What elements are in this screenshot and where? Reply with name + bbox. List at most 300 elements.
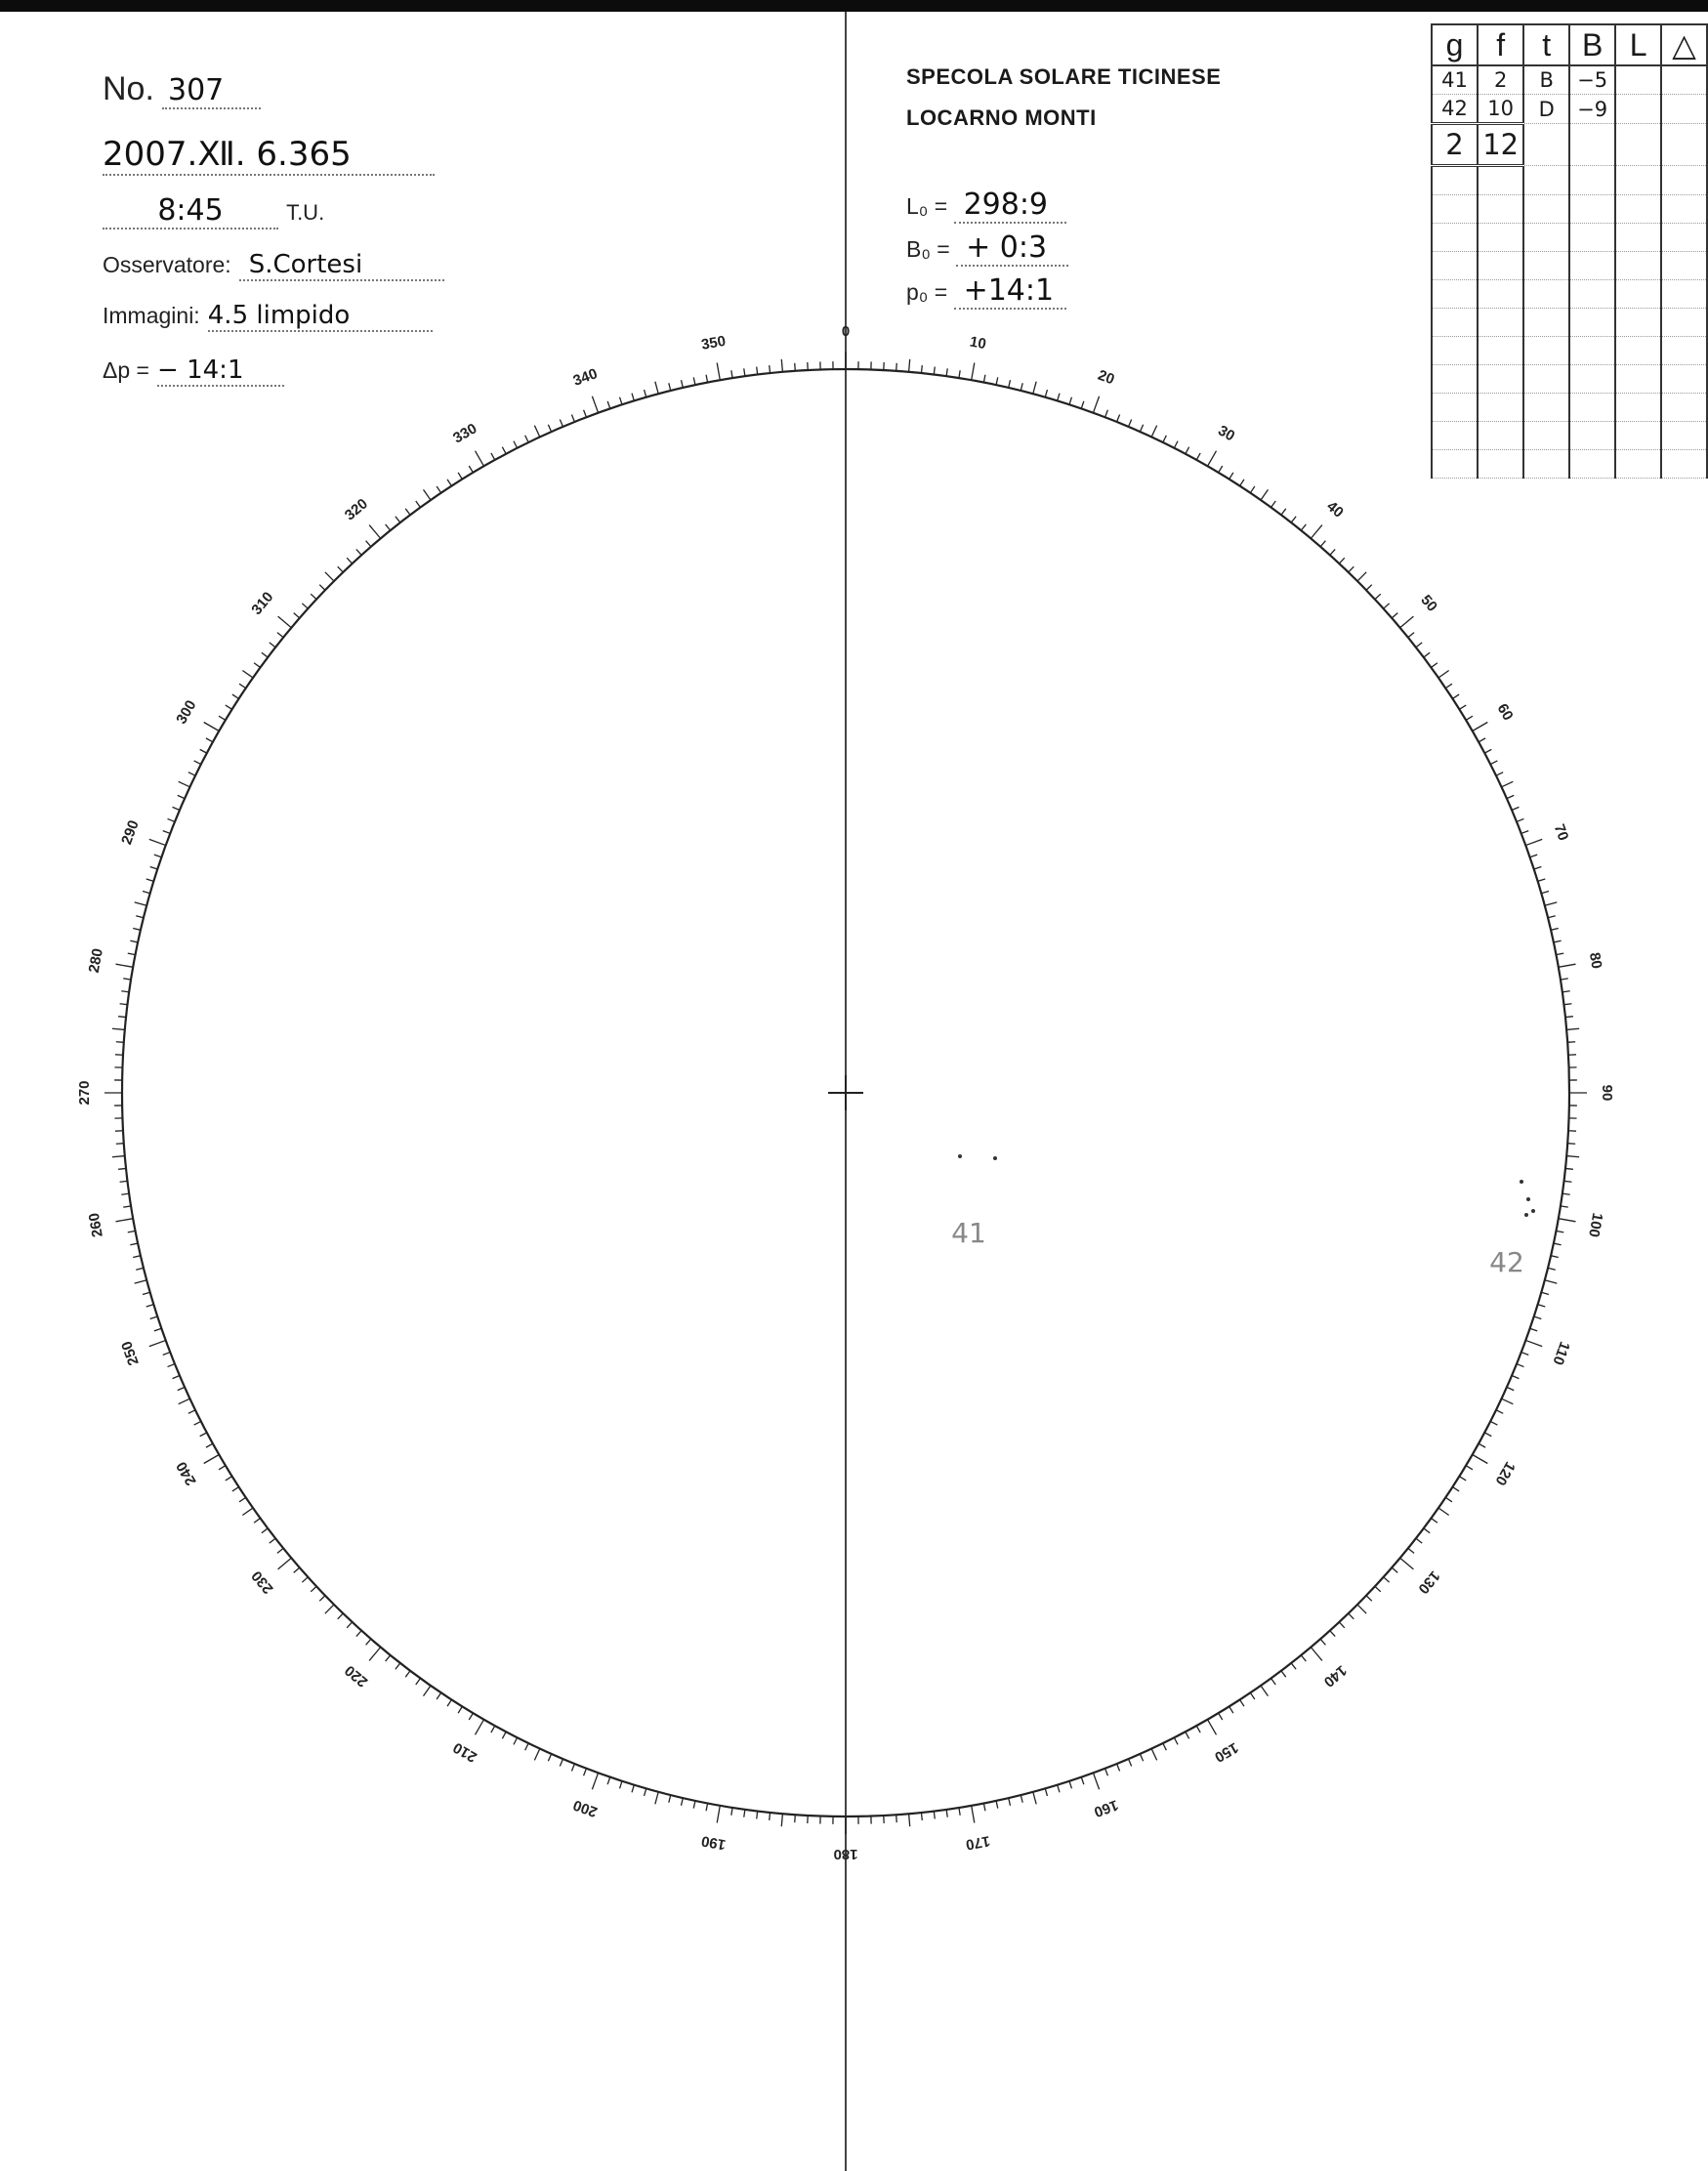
rim-tick: [1250, 486, 1254, 493]
rim-tick: [130, 1243, 138, 1245]
rim-tick: [1484, 749, 1491, 753]
rim-tick: [1554, 940, 1562, 942]
rim-tick: [584, 410, 587, 417]
rim-tick: [757, 367, 758, 375]
rim-tick: [1484, 1433, 1491, 1437]
table-cell: −9: [1569, 95, 1615, 124]
rim-tick: [1431, 663, 1437, 668]
rim-tick: [136, 1268, 144, 1270]
rim-tick-label: 250: [118, 1338, 143, 1368]
solar-disk: [76, 12, 1615, 2171]
rim-tick: [168, 818, 175, 821]
rim-tick: [1565, 1017, 1573, 1018]
rim-tick: [128, 953, 136, 955]
rim-tick: [1250, 1692, 1254, 1699]
rim-tick: [1208, 451, 1217, 467]
rim-tick: [369, 1648, 381, 1661]
rim-tick: [1330, 1631, 1335, 1637]
rim-tick: [206, 1443, 213, 1447]
rim-tick: [278, 616, 292, 628]
rim-tick: [655, 1792, 658, 1805]
rim-tick: [302, 1577, 308, 1582]
rim-tick: [1507, 1387, 1514, 1390]
rim-tick: [1473, 1455, 1488, 1464]
rim-tick: [188, 772, 195, 776]
rim-tick-label: 50: [1417, 592, 1441, 615]
sunspot-dot: [1520, 1180, 1523, 1184]
rim-tick: [744, 1810, 745, 1817]
rim-tick: [1196, 1726, 1200, 1733]
rim-tick: [1081, 1777, 1084, 1785]
rim-tick: [1490, 761, 1497, 765]
rim-tick: [1151, 426, 1156, 438]
rim-tick-label: 340: [570, 365, 601, 390]
rim-tick: [682, 380, 684, 388]
rim-tick: [1521, 831, 1528, 834]
rim-tick: [1424, 652, 1430, 657]
rim-tick: [1009, 380, 1011, 388]
rim-tick: [1301, 524, 1306, 530]
rim-tick: [1261, 1686, 1268, 1696]
rim-tick: [116, 964, 134, 967]
rim-tick: [1291, 1663, 1296, 1669]
rim-tick: [1563, 1004, 1571, 1005]
rim-tick: [1408, 1548, 1414, 1553]
rim-tick: [311, 594, 316, 599]
rim-tick: [1105, 410, 1108, 417]
rim-tick: [1033, 1792, 1036, 1805]
rim-tick: [1551, 1256, 1559, 1258]
rim-tick: [525, 1743, 529, 1750]
rim-tick: [571, 415, 574, 422]
rim-tick: [325, 572, 334, 581]
rim-tick: [1261, 489, 1268, 500]
rim-tick: [1186, 1732, 1189, 1738]
observatory-location: LOCARNO MONTI: [906, 105, 1097, 130]
rim-tick-label: 310: [248, 588, 277, 618]
rim-tick: [200, 749, 207, 753]
rim-tick: [632, 394, 634, 401]
rim-tick: [682, 1798, 684, 1806]
rim-tick: [1534, 1316, 1542, 1318]
rim-tick: [1375, 1586, 1381, 1591]
rim-tick: [934, 367, 935, 375]
rim-tick: [424, 1686, 431, 1696]
rim-tick: [168, 1364, 175, 1367]
rim-tick: [1271, 501, 1276, 507]
rim-tick: [717, 363, 720, 381]
rim-tick: [706, 375, 708, 383]
param-P0-label: p₀ =: [906, 279, 948, 305]
rim-tick: [1502, 781, 1514, 786]
rim-tick: [254, 1519, 260, 1524]
total-groups: 2: [1432, 124, 1478, 166]
rim-tick: [1281, 509, 1286, 515]
rim-tick-label: 20: [1095, 366, 1117, 389]
rim-tick-label: 150: [1211, 1738, 1241, 1766]
rim-tick: [1186, 447, 1189, 454]
rim-tick: [502, 447, 506, 454]
rim-tick: [1534, 867, 1542, 869]
rim-tick-label: 330: [450, 420, 480, 447]
rim-tick: [1551, 929, 1559, 931]
rim-tick: [1562, 991, 1570, 992]
rim-tick: [1512, 1376, 1519, 1379]
rim-tick: [1384, 1577, 1390, 1582]
rim-tick: [278, 1558, 292, 1569]
rim-tick-label: 60: [1493, 700, 1517, 724]
rim-tick: [128, 1231, 136, 1232]
rim-tick-label: 120: [1491, 1458, 1519, 1488]
rim-tick: [396, 1663, 400, 1669]
rim-tick: [1445, 1497, 1452, 1501]
rim-tick: [921, 1813, 922, 1820]
rim-tick-label: 270: [75, 1080, 93, 1106]
total-spots: 12: [1478, 124, 1523, 166]
rim-tick: [934, 1811, 935, 1818]
rim-tick: [1069, 1781, 1071, 1789]
rim-tick: [1105, 1769, 1108, 1775]
rim-tick: [458, 473, 462, 480]
rim-tick: [1438, 1508, 1449, 1515]
col-header-L: L: [1615, 24, 1661, 65]
table-cell: D: [1523, 95, 1569, 124]
rim-tick: [645, 1788, 646, 1796]
rim-tick: [143, 1292, 150, 1294]
rim-tick: [178, 795, 185, 798]
col-header-g: g: [1432, 24, 1478, 65]
rim-tick-label: 280: [85, 946, 106, 975]
images-value: 4.5 limpido: [208, 301, 433, 332]
rim-tick: [163, 831, 170, 834]
rim-tick: [1459, 705, 1466, 709]
rim-tick: [1561, 1206, 1568, 1207]
rim-tick: [1349, 566, 1354, 572]
rim-tick: [179, 1399, 190, 1403]
rim-tick: [1140, 425, 1143, 432]
rim-tick: [120, 1181, 128, 1182]
rim-tick: [781, 359, 782, 372]
table-cell: −5: [1569, 65, 1615, 95]
rim-tick: [219, 1466, 226, 1470]
rim-tick: [277, 1548, 283, 1553]
param-L0-value: 298:9: [954, 188, 1066, 224]
sunspot-group-label: 42: [1489, 1246, 1524, 1278]
rim-tick: [270, 1538, 275, 1543]
rim-tick: [1530, 855, 1538, 857]
rim-tick: [909, 359, 910, 372]
rim-tick: [1479, 1443, 1485, 1447]
rim-tick: [149, 839, 166, 845]
rim-tick: [983, 1803, 985, 1811]
rim-tick: [1129, 1759, 1132, 1766]
rim-tick: [1566, 1156, 1579, 1157]
rim-tick: [347, 558, 352, 564]
rim-tick: [491, 453, 495, 460]
rim-tick: [1081, 401, 1084, 409]
rim-tick: [1466, 1466, 1473, 1470]
rim-tick: [1058, 1785, 1060, 1793]
rim-tick: [514, 1737, 518, 1744]
rim-tick: [469, 466, 473, 473]
rim-tick: [1219, 466, 1223, 473]
rim-tick: [1566, 1028, 1579, 1029]
rim-tick: [277, 633, 283, 638]
rim-tick: [525, 436, 529, 442]
rim-tick: [135, 902, 147, 905]
rim-tick: [163, 1353, 170, 1356]
rim-tick-label: 100: [1585, 1211, 1606, 1239]
rim-tick: [325, 1605, 334, 1613]
rim-tick: [1541, 1292, 1549, 1294]
rim-tick: [1392, 1567, 1397, 1572]
rim-tick: [1567, 1144, 1575, 1145]
rim-tick: [983, 375, 985, 383]
rim-tick: [607, 1777, 610, 1785]
rim-tick: [592, 397, 598, 413]
rim-tick: [270, 643, 275, 647]
rim-tick: [1431, 1519, 1437, 1524]
rim-tick: [744, 368, 745, 376]
rim-tick: [1009, 1798, 1011, 1806]
rim-tick: [731, 1808, 732, 1816]
time-unit-label: T.U.: [286, 200, 325, 225]
observer-label: Osservatore:: [103, 252, 231, 277]
rim-tick: [1490, 1421, 1497, 1425]
rim-tick: [1502, 1399, 1514, 1403]
rim-tick: [1517, 1364, 1523, 1367]
rim-tick: [1548, 916, 1556, 918]
rim-tick: [116, 1042, 124, 1043]
rim-tick: [437, 486, 440, 493]
rim-tick-label: 290: [118, 817, 143, 848]
rim-tick: [1563, 1181, 1571, 1182]
rim-tick: [693, 1801, 695, 1809]
rim-tick: [1174, 441, 1178, 448]
rim-tick: [1530, 1328, 1538, 1331]
rim-tick: [1311, 525, 1322, 539]
rim-tick: [1366, 1596, 1372, 1602]
rim-tick: [1545, 902, 1558, 905]
rim-tick: [1311, 1648, 1322, 1661]
rim-tick: [757, 1811, 758, 1818]
rim-tick: [1438, 671, 1449, 678]
rim-tick: [1416, 643, 1422, 647]
rim-tick: [502, 1732, 506, 1738]
rim-tick: [204, 1455, 220, 1464]
rim-tick: [116, 1219, 134, 1222]
rim-tick-label: 70: [1550, 821, 1572, 844]
rim-tick-label: 320: [341, 495, 371, 524]
rim-tick: [1301, 1655, 1306, 1661]
rim-tick: [338, 1613, 344, 1619]
rim-tick: [194, 761, 201, 765]
rim-tick: [405, 509, 410, 515]
col-header-B: B: [1569, 24, 1615, 65]
col-header-t: t: [1523, 24, 1569, 65]
rim-tick: [996, 1801, 998, 1809]
rim-tick: [150, 867, 158, 869]
rim-tick: [1517, 818, 1523, 821]
rim-tick: [1375, 594, 1381, 599]
rim-tick: [1196, 453, 1200, 460]
rim-tick: [1093, 1773, 1099, 1789]
rim-tick: [717, 1806, 720, 1823]
table-cell: 10: [1478, 95, 1523, 124]
rim-tick: [1538, 879, 1546, 881]
rim-tick: [416, 501, 421, 507]
rim-tick: [946, 1810, 947, 1817]
rim-tick: [1208, 1720, 1217, 1735]
rim-tick-label: 90: [1599, 1084, 1616, 1102]
rim-tick: [770, 365, 771, 373]
observer-value: S.Cortesi: [239, 250, 444, 281]
rim-tick: [1349, 1613, 1354, 1619]
rim-tick: [405, 1671, 410, 1677]
rim-tick-label: 350: [699, 332, 728, 354]
rim-tick: [1339, 1622, 1344, 1628]
observation-time-value: 8:45: [103, 193, 278, 230]
rim-tick: [206, 738, 213, 742]
rim-tick-label: 10: [968, 333, 988, 354]
rim-tick: [584, 1769, 587, 1775]
rim-tick: [560, 1759, 562, 1766]
images-label: Immagini:: [103, 303, 200, 328]
rim-tick: [154, 1328, 162, 1331]
rim-tick: [1045, 390, 1047, 397]
rim-tick: [571, 1764, 574, 1771]
rim-tick: [1045, 1788, 1047, 1796]
rim-tick: [1545, 1280, 1558, 1283]
rim-tick: [356, 549, 361, 555]
rim-tick-label: 40: [1323, 497, 1347, 522]
rim-tick: [133, 1256, 141, 1258]
rim-tick: [896, 363, 897, 371]
rim-tick: [242, 1508, 253, 1515]
rim-tick-label: 160: [1091, 1796, 1121, 1820]
rim-tick-label: 0: [841, 322, 851, 340]
rim-tick: [1093, 397, 1099, 413]
rim-tick: [1507, 795, 1514, 798]
rim-tick-label: 220: [341, 1661, 371, 1691]
rim-tick: [1058, 394, 1060, 401]
rim-tick: [254, 663, 260, 668]
rim-tick: [294, 1567, 300, 1572]
rim-tick: [959, 370, 960, 378]
rim-tick: [770, 1813, 771, 1820]
rim-tick: [1559, 964, 1576, 967]
rim-tick: [239, 684, 246, 688]
rim-tick: [795, 363, 796, 371]
rim-tick: [1525, 839, 1542, 845]
rim-tick: [262, 652, 268, 657]
rim-tick: [133, 929, 141, 931]
rim-tick: [123, 979, 131, 980]
param-L0-label: L₀ =: [906, 193, 948, 219]
rim-tick: [200, 1433, 207, 1437]
rim-tick: [447, 480, 451, 486]
sunspot-dot: [958, 1154, 962, 1158]
rim-tick: [369, 525, 381, 539]
rim-tick: [447, 1699, 451, 1706]
rim-tick: [1473, 723, 1488, 731]
rim-tick: [1021, 383, 1022, 391]
observatory-name: SPECOLA SOLARE TICINESE: [906, 64, 1222, 89]
rim-tick: [226, 1477, 232, 1481]
delta-p-label: Δp =: [103, 357, 149, 383]
rim-tick: [476, 451, 484, 467]
rim-tick: [972, 363, 975, 381]
delta-p-value: − 14:1: [157, 355, 284, 387]
rim-tick: [1562, 1193, 1570, 1194]
rim-tick: [1567, 1042, 1575, 1043]
rim-tick: [219, 716, 226, 720]
rim-tick: [150, 1316, 158, 1318]
rim-tick: [795, 1815, 796, 1822]
rim-tick: [130, 940, 138, 942]
rim-tick: [534, 1749, 539, 1761]
rim-tick: [1240, 1699, 1244, 1706]
observation-date-value: 2007.Ⅻ. 6.365: [103, 135, 435, 176]
table-cell: 2: [1478, 65, 1523, 95]
rim-tick: [194, 1421, 201, 1425]
rim-tick-label: 30: [1215, 422, 1238, 445]
rim-tick: [118, 1017, 126, 1018]
rim-tick: [146, 1305, 154, 1307]
rim-tick: [1466, 716, 1473, 720]
rim-tick-label: 80: [1585, 950, 1605, 971]
rim-tick: [146, 879, 154, 881]
rim-tick: [1548, 1268, 1556, 1270]
rim-tick: [416, 1678, 421, 1684]
rim-tick: [1281, 1671, 1286, 1677]
sunspot-dot: [1526, 1197, 1530, 1201]
param-B0-label: B₀ =: [906, 236, 950, 262]
sunspot-dot: [1524, 1213, 1528, 1217]
rim-tick: [1271, 1678, 1276, 1684]
rim-tick-label: 300: [173, 697, 200, 728]
rim-tick: [1357, 572, 1366, 581]
rim-tick: [188, 1410, 195, 1414]
rim-tick: [1021, 1795, 1022, 1803]
rim-tick: [149, 1340, 166, 1346]
rim-tick: [136, 916, 144, 918]
rim-tick: [607, 401, 610, 409]
rim-tick: [396, 517, 400, 522]
rim-tick: [491, 1726, 495, 1733]
rim-tick: [469, 1713, 473, 1720]
rim-tick: [242, 671, 253, 678]
rim-tick: [592, 1773, 598, 1789]
rim-tick: [1240, 480, 1244, 486]
rim-tick: [1496, 772, 1503, 776]
table-cell: 42: [1432, 95, 1478, 124]
rim-tick: [232, 694, 239, 698]
rim-tick: [294, 613, 300, 618]
rim-tick: [731, 370, 732, 378]
rim-tick: [1151, 1749, 1156, 1761]
rim-tick: [135, 1280, 147, 1283]
rim-tick: [319, 1596, 325, 1602]
rim-tick: [311, 1586, 316, 1591]
rim-tick: [1163, 1743, 1167, 1750]
rim-tick: [1366, 585, 1372, 591]
rim-tick: [1219, 1713, 1223, 1720]
rim-tick: [123, 1206, 131, 1207]
sunspot-dot: [1531, 1209, 1535, 1213]
rim-tick-label: 230: [248, 1567, 277, 1598]
rim-tick: [1452, 694, 1459, 698]
